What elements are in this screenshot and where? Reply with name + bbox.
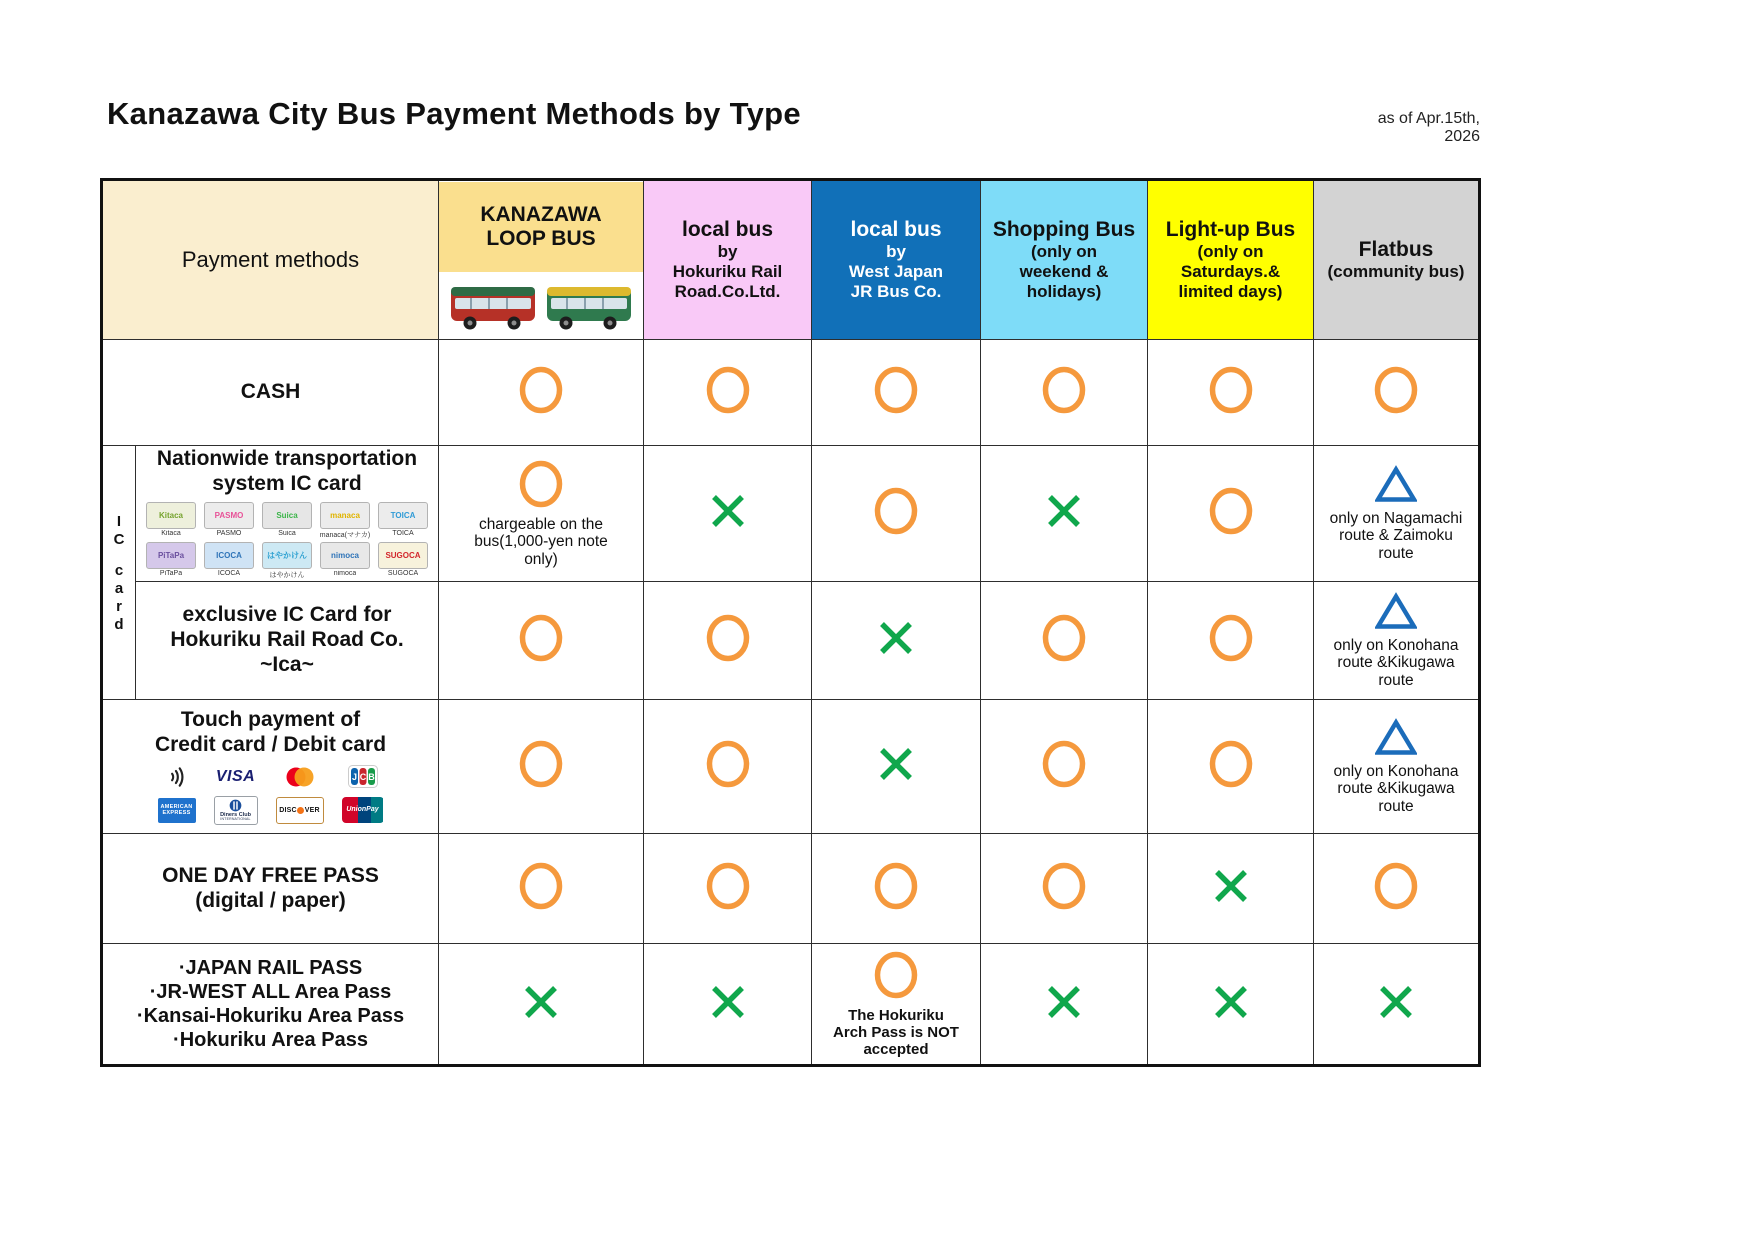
- table-cell: [981, 834, 1148, 944]
- header-row: [102, 180, 1480, 340]
- column-header-hokuriku-local-bus: [644, 180, 812, 340]
- triangle-mark-icon: [1375, 465, 1417, 503]
- table-cell: [812, 834, 981, 944]
- cell-note: only on Nagamachi route & Zaimoku route: [1329, 509, 1463, 562]
- table-cell: [981, 446, 1148, 582]
- ic-card-group-label: I C c a r d: [102, 446, 136, 700]
- table-cell: [644, 944, 812, 1066]
- circle-mark-icon: [872, 950, 920, 1000]
- table-cell: [644, 340, 812, 446]
- row-touch-payment: [102, 700, 1480, 834]
- circle-mark-icon: [704, 861, 752, 911]
- table-cell: [1314, 834, 1480, 944]
- table-cell: [1148, 340, 1314, 446]
- triangle-mark-icon: [1375, 592, 1417, 630]
- table-cell: [981, 944, 1148, 1066]
- header-line: KANAZAWA: [480, 202, 602, 226]
- column-header-flatbus: [1314, 180, 1480, 340]
- mastercard-logo-icon: [276, 766, 324, 788]
- circle-mark-icon: [704, 739, 752, 789]
- header-line: holidays): [1026, 282, 1102, 302]
- row-rail-passes: [102, 944, 1480, 1066]
- header-line: LOOP BUS: [486, 227, 596, 250]
- table-cell: [981, 340, 1148, 446]
- ic-card-manaca: manaca manaca(マナカ): [318, 502, 372, 540]
- header-line: Shopping Bus: [992, 217, 1136, 241]
- header-line: JR Bus Co.: [850, 282, 942, 302]
- table-cell: [1314, 446, 1480, 582]
- circle-mark-icon: [872, 486, 920, 536]
- payment-methods-header: [102, 180, 439, 340]
- column-header-light-up-bus: [1148, 180, 1314, 340]
- table-cell: [812, 446, 981, 582]
- ic-card-Kitaca: Kitaca Kitaca: [144, 502, 198, 540]
- circle-mark-icon: [1372, 365, 1420, 415]
- header-line: Saturdays.&: [1180, 262, 1281, 282]
- unionpay-logo-icon: [342, 797, 384, 823]
- triangle-mark-icon: [1375, 718, 1417, 756]
- svg-text:C: C: [359, 772, 366, 783]
- cell-note: only on Konohana route &Kikugawa route: [1333, 636, 1459, 689]
- row-label-line: ·Kansai-Hokuriku Area Pass: [136, 1005, 405, 1027]
- table-cell: [439, 944, 644, 1066]
- payment-methods-label: Payment methods: [181, 247, 360, 272]
- row-label-ica-card: [136, 582, 439, 700]
- cross-mark-icon: [1042, 489, 1086, 533]
- table-cell: [439, 340, 644, 446]
- row-label-line: Hokuriku Rail Road Co.: [170, 628, 404, 652]
- contactless-icon: [158, 764, 196, 790]
- circle-mark-icon: [1040, 365, 1088, 415]
- header-line: limited days): [1178, 282, 1283, 302]
- header-line: weekend &: [1019, 262, 1109, 282]
- table-cell: [1314, 700, 1480, 834]
- circle-mark-icon: [517, 739, 565, 789]
- ic-card-nimoca: nimoca nimoca: [318, 542, 372, 580]
- row-label-line: (digital / paper): [195, 888, 346, 912]
- header-line: (only on: [1197, 242, 1264, 262]
- cross-mark-icon: [874, 616, 918, 660]
- table-cell: [812, 582, 981, 700]
- loop-bus-photo-icon: [448, 277, 634, 333]
- diners-logo-icon: Diners Club INTERNATIONAL: [214, 796, 258, 825]
- circle-mark-icon: [1207, 365, 1255, 415]
- circle-mark-icon: [704, 613, 752, 663]
- ic-card-strip: [136, 502, 438, 580]
- table-cell: [1148, 446, 1314, 582]
- header-line: by: [886, 242, 906, 262]
- cell-note: only on Konohana route &Kikugawa route: [1333, 762, 1459, 815]
- cross-mark-icon: [706, 489, 750, 533]
- amex-logo-icon: AMERICAN EXPRESS: [158, 798, 196, 823]
- row-label-line: CASH: [240, 380, 301, 404]
- table-cell: [1314, 340, 1480, 446]
- circle-mark-icon: [517, 613, 565, 663]
- row-label-line: ·Hokuriku Area Pass: [173, 1029, 368, 1051]
- row-label-line: ·JR-WEST ALL Area Pass: [149, 981, 392, 1003]
- header-line: West Japan: [848, 262, 944, 282]
- header-line: by: [717, 242, 738, 262]
- row-cash: [102, 340, 1480, 446]
- row-label-touch-payment: [102, 700, 439, 834]
- table-cell: [644, 582, 812, 700]
- header-line: (only on: [1030, 242, 1098, 262]
- column-header-jr-local-bus: [812, 180, 981, 340]
- row-label-line: exclusive IC Card for: [182, 603, 392, 627]
- row-label-cash: [102, 340, 439, 446]
- header-line: Flatbus: [1358, 237, 1434, 261]
- discover-logo-icon: DISC VER: [276, 797, 324, 824]
- table-cell: [439, 700, 644, 834]
- date-note: as of Apr.15th, 2026: [1377, 110, 1480, 145]
- table-cell: [644, 834, 812, 944]
- header-line: Hokuriku Rail: [672, 262, 783, 282]
- red-loop-bus-icon: [451, 287, 535, 330]
- row-label-line: Nationwide transportation: [156, 447, 418, 471]
- row-label-line: ONE DAY FREE PASS: [162, 863, 379, 887]
- table-cell: [644, 700, 812, 834]
- ic-card-PASMO: PASMO PASMO: [202, 502, 256, 540]
- ic-card-TOICA: TOICA TOICA: [376, 502, 430, 540]
- card-brand-logos: [103, 764, 438, 825]
- svg-text:B: B: [367, 772, 375, 783]
- cross-mark-icon: [874, 742, 918, 786]
- table-cell: [1314, 944, 1480, 1066]
- row-ica-card: [102, 582, 1480, 700]
- circle-mark-icon: [1040, 613, 1088, 663]
- circle-mark-icon: [517, 861, 565, 911]
- cell-note: The Hokuriku Arch Pass is NOT accepted: [833, 1006, 959, 1059]
- row-label-line: Credit card / Debit card: [154, 733, 387, 756]
- ic-card-SUGOCA: SUGOCA SUGOCA: [376, 542, 430, 580]
- svg-text:J: J: [351, 772, 357, 783]
- table-cell: [981, 582, 1148, 700]
- cross-mark-icon: [1374, 980, 1418, 1024]
- circle-mark-icon: [1207, 739, 1255, 789]
- table-cell: [1148, 582, 1314, 700]
- table-cell: [1314, 582, 1480, 700]
- column-header-kanazawa-loop-bus: [439, 180, 644, 340]
- table-cell: [812, 700, 981, 834]
- circle-mark-icon: [1207, 613, 1255, 663]
- row-label-one-day-free-pass: [102, 834, 439, 944]
- circle-mark-icon: [872, 861, 920, 911]
- row-label-nationwide-ic-card: [136, 446, 439, 582]
- jcb-logo-icon: [342, 765, 384, 788]
- circle-mark-icon: [1040, 739, 1088, 789]
- ic-card-Suica: Suica Suica: [260, 502, 314, 540]
- table-cell: [1148, 700, 1314, 834]
- row-label-line: ·JAPAN RAIL PASS: [178, 957, 363, 979]
- ic-card-はやかけん: はやかけん はやかけん: [260, 542, 314, 580]
- ic-card-ICOCA: ICOCA ICOCA: [202, 542, 256, 580]
- row-label-line: ~Ica~: [260, 652, 314, 676]
- table-cell: [812, 944, 981, 1066]
- header-line: local bus: [681, 217, 774, 241]
- header-line: local bus: [850, 217, 942, 241]
- table-cell: [439, 446, 644, 582]
- row-one-day-free-pass: [102, 834, 1480, 944]
- green-loop-bus-icon: [547, 287, 631, 330]
- row-label-line: system IC card: [212, 472, 362, 495]
- ic-card-PiTaPa: PiTaPa PiTaPa: [144, 542, 198, 580]
- table-cell: [981, 700, 1148, 834]
- loop-bus-images: [439, 272, 643, 338]
- row-label-rail-passes: [102, 944, 439, 1066]
- cell-note: chargeable on the bus(1,000-yen note only): [474, 515, 608, 568]
- table-cell: [439, 834, 644, 944]
- circle-mark-icon: [1372, 861, 1420, 911]
- cross-mark-icon: [706, 980, 750, 1024]
- circle-mark-icon: [872, 365, 920, 415]
- circle-mark-icon: [1207, 486, 1255, 536]
- table-cell: [1148, 834, 1314, 944]
- page-title: Kanazawa City Bus Payment Methods by Type: [107, 96, 801, 131]
- payment-methods-table: [100, 178, 1481, 1067]
- circle-mark-icon: [517, 365, 565, 415]
- header-line: Light-up Bus: [1165, 217, 1296, 241]
- header-line: Road.Co.Ltd.: [674, 282, 781, 302]
- row-label-line: Touch payment of: [180, 708, 361, 732]
- table-cell: [644, 446, 812, 582]
- cross-mark-icon: [519, 980, 563, 1024]
- cross-mark-icon: [1209, 980, 1253, 1024]
- cross-mark-icon: [1042, 980, 1086, 1024]
- circle-mark-icon: [1040, 861, 1088, 911]
- loop-bus-title: [439, 182, 643, 272]
- column-header-shopping-bus: [981, 180, 1148, 340]
- circle-mark-icon: [517, 459, 565, 509]
- table-cell: [439, 582, 644, 700]
- cross-mark-icon: [1209, 864, 1253, 908]
- row-nationwide-ic-card: [102, 446, 1480, 582]
- visa-logo-icon: VISA: [215, 767, 256, 785]
- circle-mark-icon: [704, 365, 752, 415]
- table-cell: [1148, 944, 1314, 1066]
- header-line: (community bus): [1327, 262, 1465, 282]
- table-cell: [812, 340, 981, 446]
